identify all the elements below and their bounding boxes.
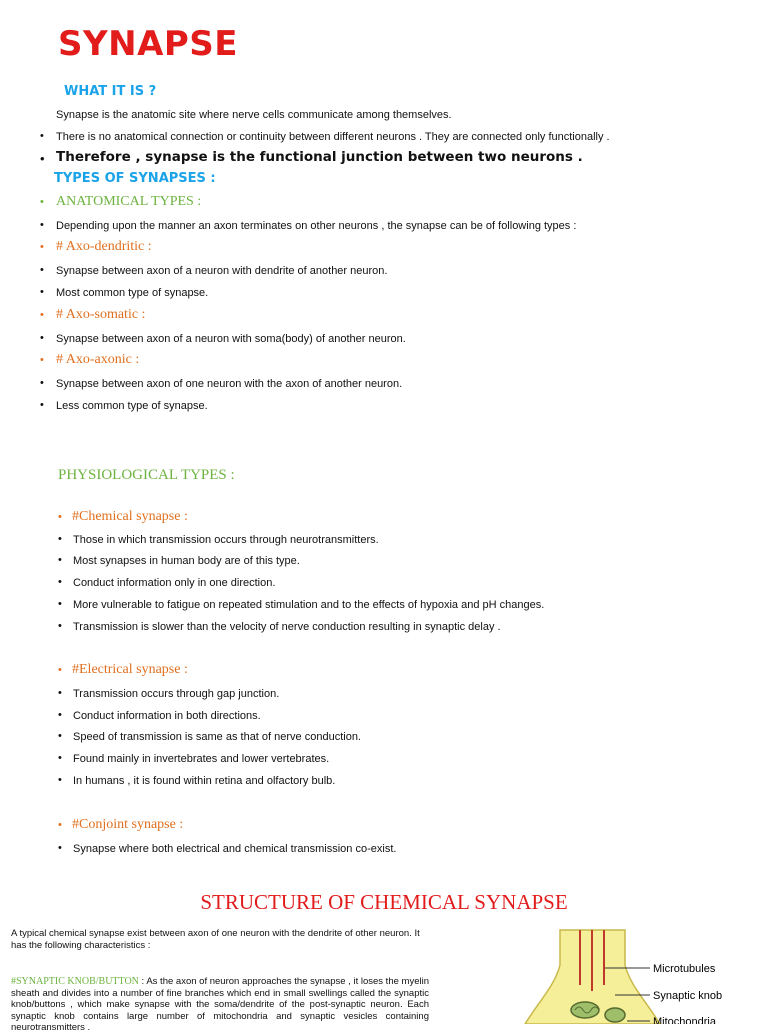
list-item: Transmission occurs through gap junction.: [73, 688, 280, 700]
synaptic-knob-label: Synaptic knob: [653, 990, 723, 1002]
bullet-dot: •: [40, 196, 44, 208]
anatomical-types-heading: ANATOMICAL TYPES :: [56, 194, 202, 209]
microtubules-label: Microtubules: [653, 963, 716, 975]
bullet-dot: •: [58, 576, 62, 588]
list-item: Conduct information in both directions.: [73, 710, 261, 722]
bullet-dot: •: [58, 842, 62, 854]
types-heading: TYPES OF SYNAPSES :: [54, 171, 216, 186]
no-connection-text: There is no anatomical connection or continuity between different neurons . They are connected only functionally .: [56, 131, 610, 143]
axo-dendritic-label: # Axo-dendritic :: [56, 239, 152, 254]
bullet-dot: •: [58, 687, 62, 699]
bullet-dot: •: [40, 241, 44, 253]
bullet-dot: •: [40, 399, 44, 411]
list-item: Less common type of synapse.: [56, 400, 208, 412]
mitochondrion-shape: [605, 1008, 625, 1022]
bullet-dot: •: [58, 774, 62, 786]
synaptic-knob-paragraph: [11, 976, 429, 1034]
list-item: Synapse between axon of a neuron with dendrite of another neuron.: [56, 265, 388, 277]
bullet-dot: •: [58, 709, 62, 721]
anatomical-intro: Depending upon the manner an axon terminates on other neurons , the synapse can be of following types :: [56, 220, 577, 232]
definition-text: Synapse is the anatomic site where nerve cells communicate among themselves.: [56, 109, 452, 121]
synaptic-knob-description: : As the axon of neuron approaches the synapse , it loses the myelin sheath and divides into a number of fine branches which end in small swellings called the synaptic knob/buttons , which make synapse with the soma/dendrite of the post-synaptic neuron. Each synaptic knob contains large number of mitochondria and synaptic vesicles containing neurotransmitters .: [11, 976, 429, 1033]
list-item: Most common type of synapse.: [56, 287, 209, 299]
physiological-types-heading: PHYSIOLOGICAL TYPES :: [58, 467, 235, 483]
conjoint-synapse-label: #Conjoint synapse :: [72, 817, 184, 832]
what-it-is-heading: WHAT IT IS ?: [64, 84, 157, 99]
bullet-dot: •: [58, 598, 62, 610]
structure-heading: STRUCTURE OF CHEMICAL SYNAPSE: [200, 890, 568, 914]
bullet-dot: •: [40, 151, 45, 166]
list-item: Synapse where both electrical and chemical transmission co-exist.: [73, 843, 397, 855]
functional-junction-text: Therefore , synapse is the functional junction between two neurons .: [56, 149, 583, 165]
list-item: Transmission is slower than the velocity of nerve conduction resulting in synaptic delay .: [73, 621, 501, 633]
bullet-dot: •: [40, 354, 44, 366]
bullet-dot: •: [40, 286, 44, 298]
chemical-synapse-label: #Chemical synapse :: [72, 509, 188, 524]
list-item: Those in which transmission occurs through neurotransmitters.: [73, 534, 379, 546]
bullet-dot: •: [58, 554, 62, 566]
structure-intro: A typical chemical synapse exist between axon of one neuron with the dendrite of other neuron. It has the following characteristics :: [11, 928, 420, 951]
axo-axonic-label: # Axo-axonic :: [56, 352, 140, 367]
bullet-dot: •: [58, 620, 62, 632]
bullet-dot: •: [58, 511, 62, 523]
bullet-dot: •: [40, 130, 44, 142]
list-item: Most synapses in human body are of this type.: [73, 555, 300, 567]
electrical-synapse-label: #Electrical synapse :: [72, 662, 188, 677]
list-item: Synapse between axon of a neuron with soma(body) of another neuron.: [56, 333, 406, 345]
synaptic-knob-term: #SYNAPTIC KNOB/BUTTON: [11, 976, 139, 987]
synapse-diagram: [455, 925, 768, 1024]
page-title: SYNAPSE: [58, 24, 239, 64]
mitochondria-label: Mitochondria: [653, 1016, 716, 1024]
list-item: Synapse between axon of one neuron with the axon of another neuron.: [56, 378, 403, 390]
list-item: In humans , it is found within retina and olfactory bulb.: [73, 775, 336, 787]
list-item: Found mainly in invertebrates and lower vertebrates.: [73, 753, 330, 765]
list-item: Conduct information only in one direction.: [73, 577, 276, 589]
list-item: More vulnerable to fatigue on repeated stimulation and to the effects of hypoxia and pH changes.: [73, 599, 545, 611]
bullet-dot: •: [40, 264, 44, 276]
list-item: Speed of transmission is same as that of nerve conduction.: [73, 731, 361, 743]
bullet-dot: •: [40, 332, 44, 344]
bullet-dot: •: [58, 819, 62, 831]
bullet-dot: •: [40, 219, 44, 231]
bullet-dot: •: [58, 730, 62, 742]
bullet-dot: •: [58, 664, 62, 676]
bullet-dot: •: [40, 309, 44, 321]
axo-somatic-label: # Axo-somatic :: [56, 307, 146, 322]
bullet-dot: •: [40, 377, 44, 389]
bullet-dot: •: [58, 533, 62, 545]
bullet-dot: •: [58, 752, 62, 764]
